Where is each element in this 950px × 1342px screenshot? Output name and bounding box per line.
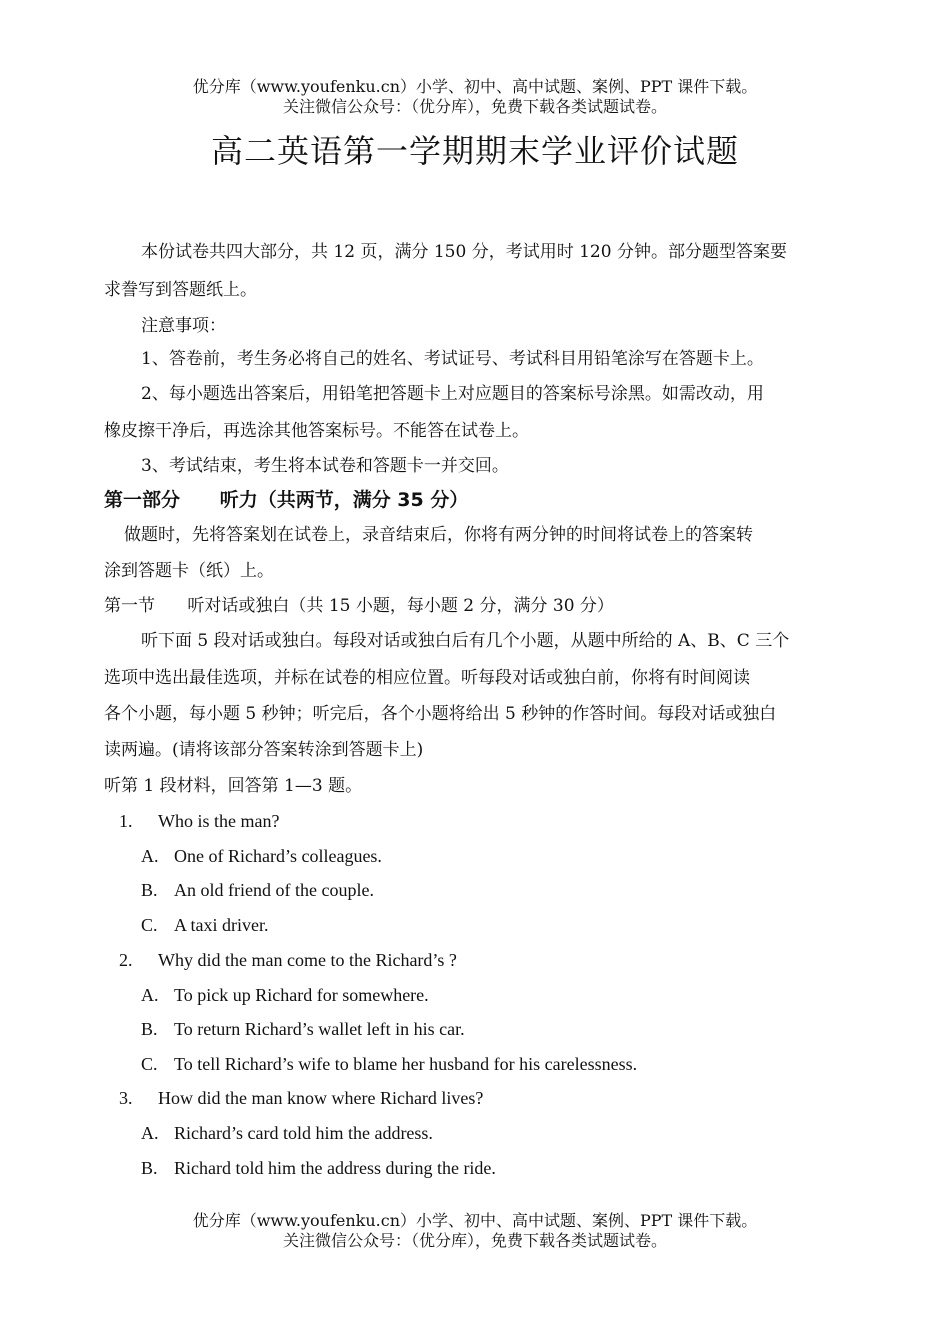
question-number: 3. [119,1088,133,1108]
footer-line-1: 优分库（www.youfenku.cn）小学、初中、高中试题、案例、PPT 课件下载。 [192,1211,758,1230]
footer-line-2: 关注微信公众号：（优分库），免费下载各类试题试卷。 [282,1231,667,1250]
section1-heading: 第一节 听对话或独白（共 15 小题，每小题 2 分，满分 30 分） [104,596,614,616]
option-text: One of Richard’s colleagues. [174,846,382,866]
header-line-2: 关注微信公众号：（优分库），免费下载各类试题试卷。 [282,97,667,116]
option-letter: C. [141,1054,158,1074]
page-title: 高二英语第一学期期末学业评价试题 [210,132,739,170]
question-text: Who is the man? [158,811,280,831]
material-label: 听第 1 段材料，回答第 1—3 题。 [104,776,363,796]
option-text: Richard told him the address during the ride. [174,1158,496,1178]
notes-heading: 注意事项： [141,316,226,336]
section1-instr-line-4: 读两遍。(请将该部分答案转涂到答题卡上) [104,740,424,760]
part1-desc-line-1: 做题时，先将答案划在试卷上，录音结束后，你将有两分钟的时间将试卷上的答案转 [124,525,753,545]
notes-item-2-line-1: 2、每小题选出答案后，用铅笔把答题卡上对应题目的答案标号涂黑。如需改动，用 [141,384,764,404]
question-text: Why did the man come to the Richard’s ? [158,950,457,970]
section1-instr-line-2: 选项中选出最佳选项，并标在试卷的相应位置。听每段对话或独白前，你将有时间阅读 [104,668,750,688]
notes-item-1: 1、答卷前，考生务必将自己的姓名、考试证号、考试科目用铅笔涂写在答题卡上。 [141,349,764,369]
question-number: 2. [119,950,133,970]
option-letter: A. [141,1123,159,1143]
intro-line-2: 求誊写到答题纸上。 [104,280,257,300]
option-text: A taxi driver. [174,915,269,935]
option-text: To return Richard’s wallet left in his car. [174,1019,465,1039]
question-text: How did the man know where Richard lives? [158,1088,484,1108]
intro-line-1: 本份试卷共四大部分，共 12 页，满分 150 分，考试用时 120 分钟。部分题型答案要 [141,242,787,262]
section1-instr-line-1: 听下面 5 段对话或独白。每段对话或独白后有几个小题，从题中所给的 A、B、C 三个 [141,631,790,651]
question-number: 1. [119,811,133,831]
option-letter: B. [141,880,158,900]
option-text: To tell Richard’s wife to blame her husband for his carelessness. [174,1054,638,1074]
part1-desc-line-2: 涂到答题卡（纸）上。 [104,561,274,581]
option-text: Richard’s card told him the address. [174,1123,433,1143]
option-text: To pick up Richard for somewhere. [174,985,429,1005]
option-letter: B. [141,1158,158,1178]
option-letter: A. [141,985,159,1005]
notes-item-3: 3、考试结束，考生将本试卷和答题卡一并交回。 [141,456,509,476]
header-line-1: 优分库（www.youfenku.cn）小学、初中、高中试题、案例、PPT 课件下载。 [192,77,758,96]
option-letter: B. [141,1019,158,1039]
option-letter: A. [141,846,159,866]
notes-item-2-line-2: 橡皮擦干净后，再选涂其他答案标号。不能答在试卷上。 [104,421,529,441]
part1-heading: 第一部分 听力（共两节，满分 35 分） [104,489,469,511]
option-text: An old friend of the couple. [174,880,374,900]
option-letter: C. [141,915,158,935]
section1-instr-line-3: 各个小题，每小题 5 秒钟；听完后，各个小题将给出 5 秒钟的作答时间。每段对话或独白 [104,704,777,724]
